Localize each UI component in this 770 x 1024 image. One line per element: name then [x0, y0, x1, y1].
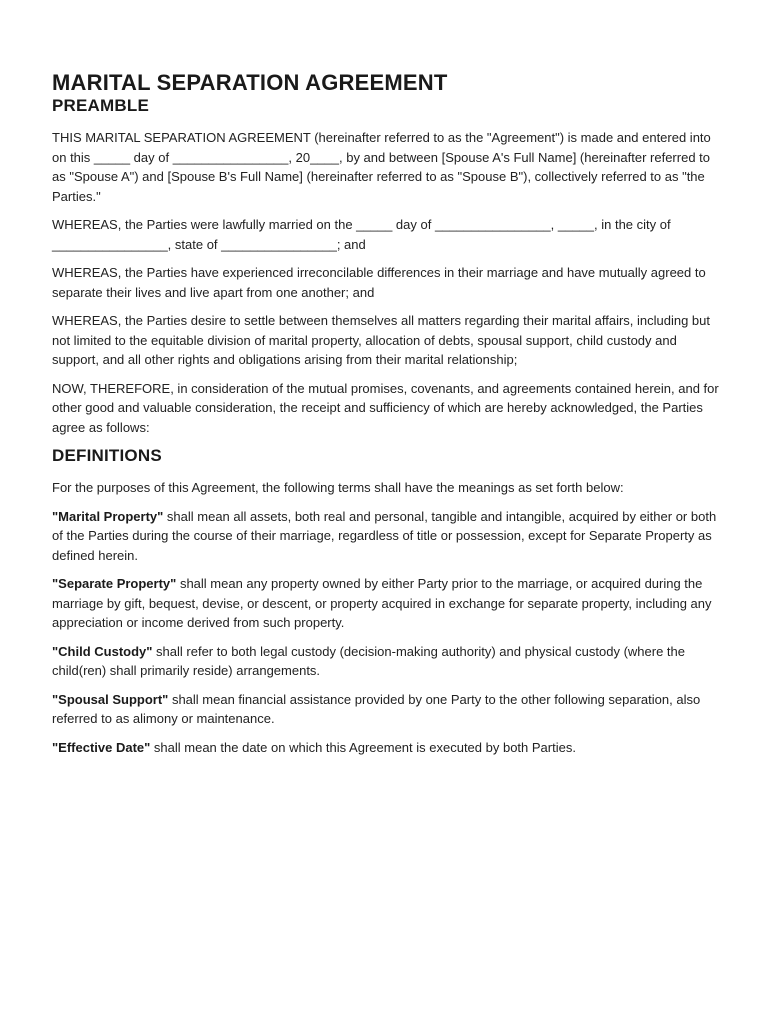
- definition-term: "Effective Date": [52, 739, 151, 755]
- definition-item-effective-date: [52, 738, 724, 758]
- definition-item-marital-property: [52, 507, 724, 566]
- preamble-section: [52, 128, 724, 437]
- preamble-paragraph-agreement: THIS MARITAL SEPARATION AGREEMENT (hereinafter referred to as the "Agreement") is made and entered into on this _____ day of ________________, 20____, by and between [Spouse A's Full Name] (hereinafter referred to as "Spouse A") and [Spouse B's Full Name] (hereinafter referred to as "Spouse B"), collectively referred to as "the Parties.": [52, 130, 711, 204]
- definitions-section: [52, 478, 724, 757]
- preamble-heading: PREAMBLE: [52, 96, 149, 115]
- preamble-paragraph-therefore: NOW, THEREFORE, in consideration of the mutual promises, covenants, and agreements contained herein, and for other good and valuable consideration, the receipt and sufficiency of which are hereby acknowledged, the Parties agree as follows:: [52, 380, 719, 435]
- definition-text: shall mean any property owned by either Party prior to the marriage, or acquired during the marriage by gift, bequest, devise, or descent, or property acquired in exchange for separate property, including any appreciation or income derived from such property.: [52, 576, 712, 630]
- definition-term: "Separate Property": [52, 576, 177, 591]
- document-page: [52, 70, 724, 766]
- definition-text: shall mean financial assistance provided by one Party to the other following separation, also referred to as alimony or maintenance.: [52, 691, 701, 726]
- preamble-paragraph-settlement: WHEREAS, the Parties desire to settle between themselves all matters regarding their marital affairs, including but not limited to the equitable division of marital property, allocation of debts, spousal support, child custody and support, and all other rights and obligations arising from their marital relationship;: [52, 313, 711, 367]
- definitions-heading: DEFINITIONS: [52, 446, 162, 465]
- definition-text: shall mean the date on which this Agreement is executed by both Parties.: [150, 739, 576, 755]
- document-title: MARITAL SEPARATION AGREEMENT: [52, 70, 448, 95]
- definition-term: "Child Custody": [52, 643, 153, 659]
- definition-item-spousal-support: [52, 690, 724, 729]
- definition-text: shall mean all assets, both real and personal, tangible and intangible, acquired by either or both of the Parties during the course of their marriage, regardless of title or possession, except for Separate Property as defined herein.: [52, 508, 717, 563]
- definition-item-child-custody: [52, 642, 724, 681]
- preamble-paragraph-marriage: WHEREAS, the Parties were lawfully married on the _____ day of ________________, _____, in the city of ________________, state of ________________; and: [52, 217, 671, 252]
- definitions-intro: For the purposes of this Agreement, the following terms shall have the meanings as set forth below:: [52, 480, 624, 495]
- definition-term: "Spousal Support": [52, 691, 169, 707]
- definition-item-separate-property: [52, 574, 724, 633]
- preamble-paragraph-differences: WHEREAS, the Parties have experienced irreconcilable differences in their marriage and have mutually agreed to separate their lives and live apart from one another; and: [52, 265, 706, 300]
- definition-text: shall refer to both legal custody (decision-making authority) and physical custody (where the child(ren) shall primarily reside) arrangements.: [52, 643, 685, 678]
- definition-term: "Marital Property": [52, 508, 164, 524]
